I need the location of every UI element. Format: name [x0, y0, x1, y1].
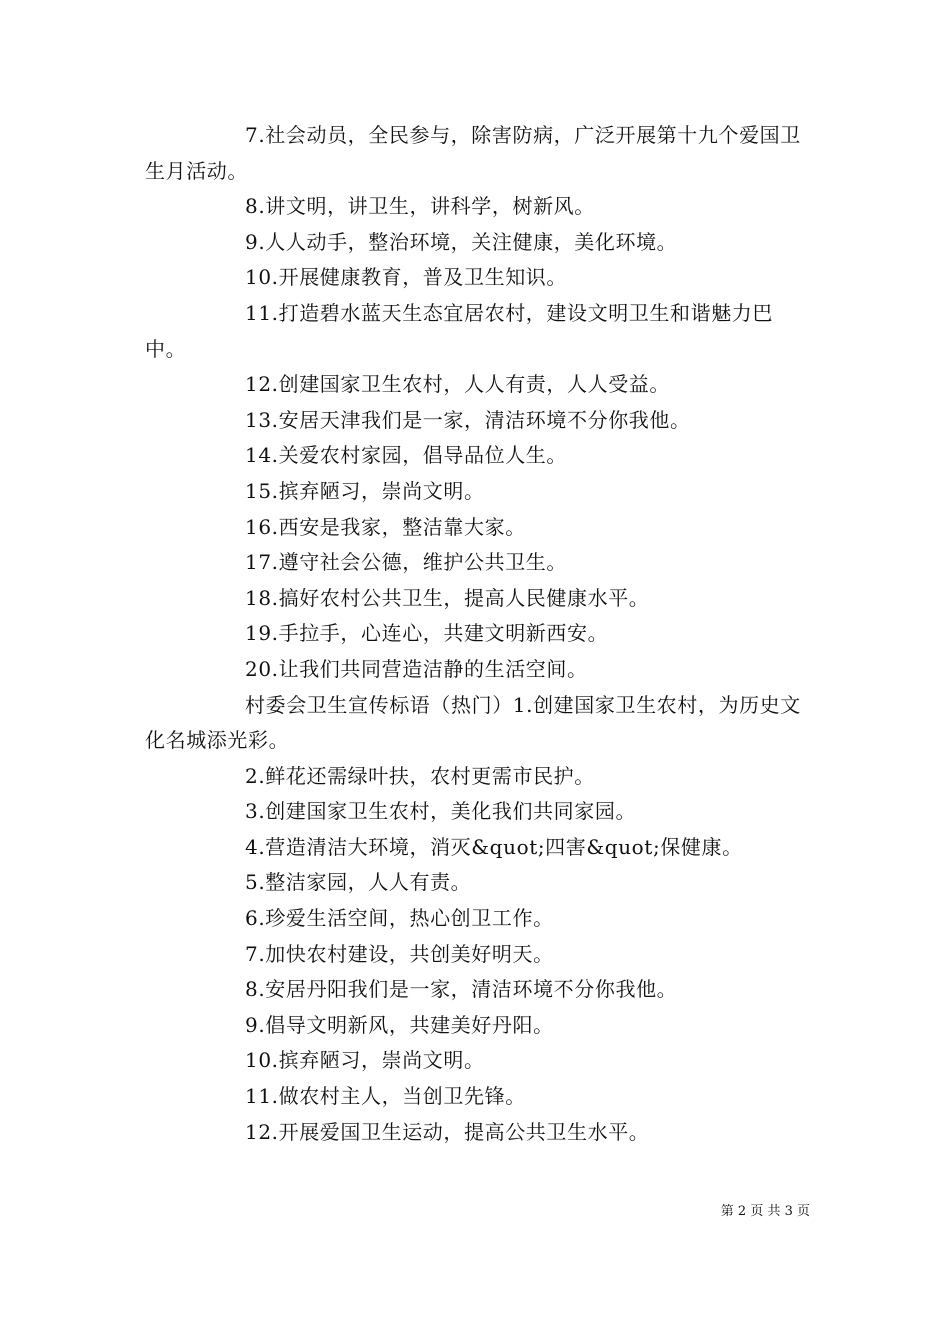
- paragraph: 15.摈弃陋习，崇尚文明。: [245, 478, 485, 503]
- paragraph: 7.社会动员，全民参与，除害防病，广泛开展第十九个爱国卫生月活动。: [145, 123, 801, 183]
- section-heading-paragraph: 村委会卫生宣传标语（热门）1.创建国家卫生农村，为历史文化名城添光彩。: [145, 692, 801, 753]
- paragraph: 20.让我们共同营造洁静的生活空间。: [245, 656, 588, 681]
- paragraph: 13.安居天津我们是一家，清洁环境不分你我他。: [245, 407, 691, 432]
- paragraph: 11.打造碧水蓝天生态宜居农村，建设文明卫生和谐魅力巴中。: [145, 300, 774, 361]
- paragraph: 6.珍爱生活空间，热心创卫工作。: [245, 906, 554, 931]
- paragraph: 19.手拉手，心连心，共建文明新西安。: [245, 621, 609, 646]
- paragraph: 2.鲜花还需绿叶扶，农村更需市民护。: [245, 763, 595, 788]
- paragraph: 7.加快农村建设，共创美好明天。: [245, 941, 554, 966]
- paragraph: 17.遵守社会公德，维护公共卫生。: [245, 550, 568, 575]
- paragraph: 8.讲文明，讲卫生，讲科学，树新风。: [245, 194, 595, 219]
- paragraph: 10.开展健康教育，普及卫生知识。: [245, 265, 568, 290]
- paragraph: 5.整洁家园，人人有责。: [245, 870, 472, 895]
- paragraph: 12.创建国家卫生农村，人人有责，人人受益。: [245, 372, 671, 397]
- paragraph: 4.营造清洁大环境，消灭&quot;四害&quot;保健康。: [245, 834, 743, 859]
- paragraph: 14.关爱农村家园，倡导品位人生。: [245, 443, 568, 468]
- paragraph: 3.创建国家卫生农村，美化我们共同家园。: [245, 799, 637, 824]
- paragraph: 10.摈弃陋习，崇尚文明。: [245, 1048, 485, 1073]
- document-body: [145, 118, 810, 1150]
- paragraph: 8.安居丹阳我们是一家，清洁环境不分你我他。: [245, 977, 678, 1002]
- paragraph: 9.倡导文明新风，共建美好丹阳。: [245, 1012, 554, 1037]
- paragraph: 16.西安是我家，整洁靠大家。: [245, 514, 526, 539]
- paragraph: 18.搞好农村公共卫生，提高人民健康水平。: [245, 585, 650, 610]
- paragraph: 12.开展爱国卫生运动，提高公共卫生水平。: [245, 1119, 650, 1144]
- paragraph: 9.人人动手，整治环境，关注健康，美化环境。: [245, 229, 678, 254]
- paragraph: 11.做农村主人，当创卫先锋。: [245, 1084, 526, 1109]
- page-number-footer: 第 2 页 共 3 页: [720, 1204, 810, 1219]
